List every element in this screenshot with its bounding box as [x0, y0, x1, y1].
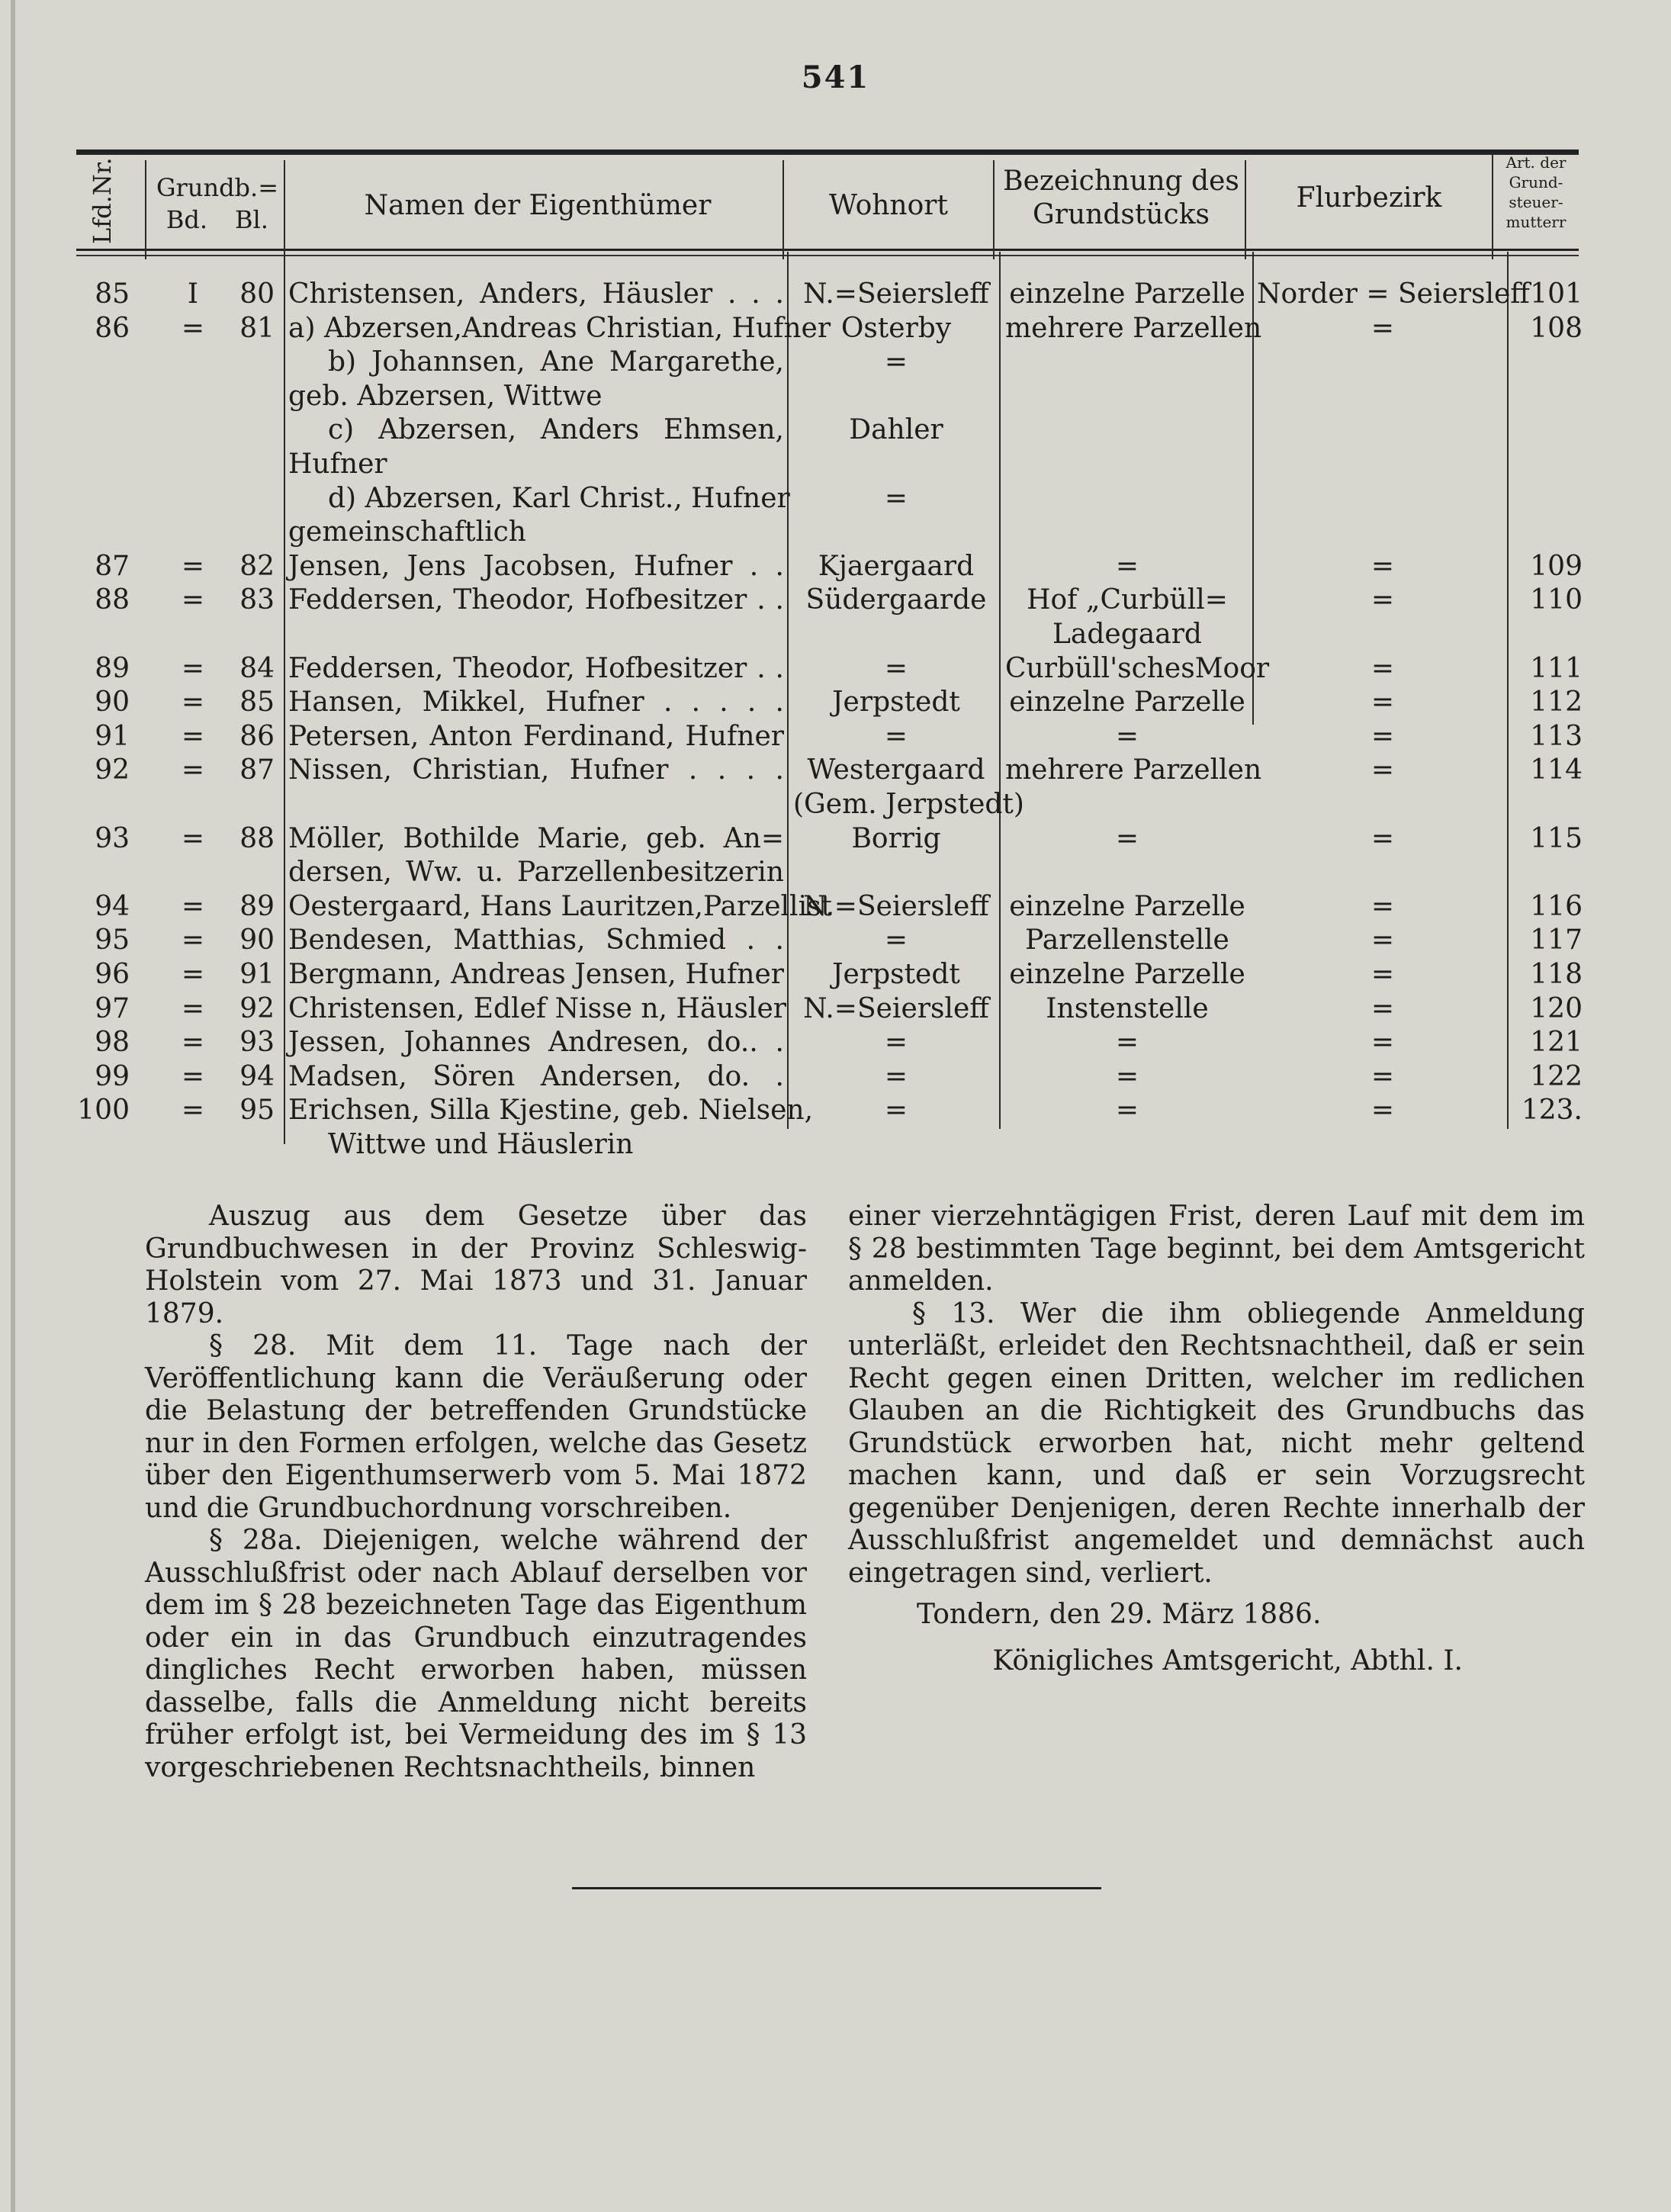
row-band: = — [181, 312, 205, 344]
row-bezeichnung: = — [1115, 720, 1139, 752]
header-bd: Bd. — [165, 205, 208, 234]
row-blatt: 82 — [239, 550, 275, 582]
row-wohnort: N.=Seiersleff — [803, 278, 989, 310]
row-name: Möller, Bothilde Marie, geb. An= — [288, 822, 784, 854]
row-number: 92 — [95, 754, 130, 786]
row-name: c) Abzersen, Anders Ehmsen, — [328, 414, 784, 446]
row-blatt: 85 — [239, 686, 275, 719]
row-bezeichnung: Parzellenstelle — [1025, 924, 1229, 956]
row-band: = — [181, 584, 205, 616]
col-line-1-head — [145, 160, 146, 259]
row-artikel: 110 — [1530, 584, 1583, 616]
row-wohnort: N.=Seiersleff — [803, 992, 989, 1024]
page-edge-shadow — [11, 0, 15, 2212]
row-flurbezirk: = — [1371, 924, 1395, 956]
row-wohnort: = — [884, 1060, 908, 1092]
row-band: = — [181, 1027, 205, 1059]
row-number: 88 — [95, 584, 130, 616]
paragraph-13: § 13. Wer die ihm obliegende Anmeldung unterläßt, erleidet den Rechtsnachtheil, daß er sein Recht gegen einen Dritten, welcher im redlichen Glauben an die Richtigkeit des Grundbuchs das Grundstück erworben hat, nicht mehr geltend machen kann, und daß er sein Vorzugsrecht gegenüber Denjenigen, deren Rechte innerhalb der Ausschlußfrist angemeldet und demnächst auch eingetragen sind, verliert. — [848, 1297, 1585, 1589]
row-wohnort: = — [884, 924, 908, 956]
table-top-rule — [76, 150, 1579, 155]
row-flurbezirk: = — [1371, 1095, 1395, 1127]
row-blatt: 92 — [239, 992, 275, 1024]
row-wohnort: = — [884, 346, 908, 378]
row-artikel: 109 — [1530, 550, 1583, 582]
row-number: 94 — [95, 890, 130, 922]
row-blatt: 81 — [239, 312, 275, 344]
date-line: Tondern, den 29. März 1886. — [917, 1599, 1322, 1630]
row-bezeichnung: = — [1115, 1027, 1139, 1059]
row-wohnort: Dahler — [849, 414, 943, 446]
row-band: = — [181, 890, 205, 922]
row-bezeichnung: Hof „Curbüll= — [1027, 584, 1228, 616]
row-band: = — [181, 924, 205, 956]
header-bezeichnung-1: Bezeichnung des — [1003, 166, 1239, 197]
row-blatt: 93 — [239, 1027, 275, 1059]
row-band: = — [181, 992, 205, 1024]
row-name: dersen, Ww. u. Parzellenbesitzerin — [288, 857, 784, 889]
row-name: Nissen, Christian, Hufner . . . . — [288, 754, 784, 786]
header-bl: Bl. — [235, 205, 268, 234]
row-number: 98 — [95, 1027, 130, 1059]
row-bezeichnung: = — [1115, 822, 1139, 854]
row-band: = — [181, 959, 205, 990]
row-number: 85 — [95, 278, 130, 310]
row-bezeichnung: einzelne Parzelle — [1009, 890, 1245, 922]
table-header-rule-2 — [76, 255, 1579, 256]
row-artikel: 117 — [1530, 924, 1583, 956]
row-wohnort: Südergaarde — [805, 584, 987, 616]
row-flurbezirk: = — [1371, 1027, 1395, 1059]
row-bezeichnung: einzelne Parzelle — [1009, 278, 1245, 310]
row-band: = — [181, 1060, 205, 1092]
row-flurbezirk: = — [1371, 312, 1395, 344]
row-name: geb. Abzersen, Wittwe — [288, 380, 603, 412]
row-wohnort: Jerpstedt — [832, 959, 960, 990]
paragraph-28a: § 28a. Diejenigen, welche während der Ausschlußfrist oder nach Ablauf derselben vor dem im § 28 bezeichneten Tage das Eigenthum oder ein in das Grundbuch einzutragendes dingliches Recht erworben haben, müssen dasselbe, falls die Anmeldung nicht bereits früher erfolgt ist, bei Vermeidung des im § 13 vorgeschriebenen Rechtsnachtheils, binnen — [145, 1525, 807, 1783]
row-flurbezirk: = — [1371, 992, 1395, 1024]
row-number: 93 — [95, 822, 130, 854]
header-nr: Lfd.Nr. — [88, 157, 117, 244]
row-flurbezirk: = — [1371, 720, 1395, 752]
row-artikel: 121 — [1530, 1027, 1583, 1059]
col-line-2-head — [284, 160, 285, 259]
row-name: d) Abzersen, Karl Christ., Hufner — [328, 482, 790, 514]
row-flurbezirk: = — [1371, 1060, 1395, 1092]
row-name: a) Abzersen,Andreas Christian, Hufner — [288, 312, 831, 344]
row-flurbezirk: = — [1371, 754, 1395, 786]
row-number: 86 — [95, 312, 130, 344]
row-band: = — [181, 720, 205, 752]
row-number: 87 — [95, 550, 130, 582]
row-wohnort: = — [884, 652, 908, 684]
row-band: = — [181, 754, 205, 786]
row-band: = — [181, 652, 205, 684]
header-flurbezirk: Flurbezirk — [1296, 182, 1442, 214]
header-bezeichnung-2: Grundstücks — [1033, 199, 1210, 230]
row-flurbezirk: = — [1371, 890, 1395, 922]
row-flurbezirk: Norder = Seiersleff — [1257, 278, 1530, 310]
row-bezeichnung: = — [1115, 550, 1139, 582]
row-flurbezirk: = — [1371, 584, 1395, 616]
row-band: = — [181, 822, 205, 854]
row-name: Bendesen, Matthias, Schmied . . — [288, 924, 784, 956]
row-bezeichnung: Instenstelle — [1046, 992, 1209, 1024]
row-flurbezirk: = — [1371, 652, 1395, 684]
row-wohnort: = — [884, 720, 908, 752]
header-wohnort: Wohnort — [829, 190, 948, 221]
row-flurbezirk: = — [1371, 550, 1395, 582]
row-band: = — [181, 686, 205, 719]
row-artikel: 115 — [1530, 822, 1583, 854]
row-name: Hufner — [288, 449, 387, 480]
row-bezeichnung: = — [1115, 1060, 1139, 1092]
header-art-1: Art. der — [1506, 153, 1567, 172]
row-bezeichnung: einzelne Parzelle — [1009, 686, 1245, 719]
row-wohnort: (Gem. Jerpstedt) — [793, 789, 1024, 820]
row-wohnort: Osterby — [840, 312, 952, 344]
row-number: 99 — [95, 1060, 130, 1092]
paragraph-auszug: Auszug aus dem Gesetze über das Grundbuchwesen in der Provinz Schleswig-Holstein vom 27. Mai 1873 und 31. Januar 1879. — [145, 1201, 807, 1329]
row-blatt: 89 — [239, 890, 275, 922]
row-band: = — [181, 1095, 205, 1127]
row-artikel: 118 — [1530, 959, 1583, 990]
row-artikel: 111 — [1530, 652, 1583, 684]
row-name: Wittwe und Häuslerin — [328, 1129, 634, 1160]
header-art-4: mutterr — [1506, 213, 1567, 231]
paragraph-28a-cont: einer vierzehntägigen Frist, deren Lauf mit dem im § 28 bestimmten Tage beginnt, bei dem Amtsgericht anmelden. — [848, 1201, 1585, 1297]
row-name: Erichsen, Silla Kjestine, geb. Nielsen, — [288, 1095, 814, 1127]
row-wohnort: = — [884, 482, 908, 514]
row-blatt: 86 — [239, 720, 275, 752]
row-blatt: 80 — [239, 278, 275, 310]
col-line-2 — [284, 259, 285, 1144]
row-wohnort: Borrig — [851, 822, 941, 854]
text-column-right — [848, 1201, 1585, 1677]
row-blatt: 95 — [239, 1095, 275, 1127]
row-band: I — [187, 278, 199, 310]
col-line-6-head — [1492, 153, 1493, 259]
row-artikel: 116 — [1530, 890, 1583, 922]
text-column-left — [145, 1201, 807, 1784]
row-number: 90 — [95, 686, 130, 719]
row-name: Jensen, Jens Jacobsen, Hufner . . — [288, 550, 784, 582]
row-artikel: 123. — [1521, 1095, 1583, 1127]
row-wohnort: Westergaard — [807, 754, 985, 786]
row-number: 89 — [95, 652, 130, 684]
row-name: Petersen, Anton Ferdinand, Hufner — [288, 720, 784, 752]
row-bezeichnung: einzelne Parzelle — [1009, 959, 1245, 990]
row-name: Jessen, Johannes Andresen, do.. . — [288, 1027, 784, 1059]
row-artikel: 120 — [1530, 992, 1583, 1024]
row-artikel: 114 — [1530, 754, 1583, 786]
row-wohnort: = — [884, 1027, 908, 1059]
col-line-4 — [999, 252, 1001, 1129]
row-artikel: 108 — [1530, 312, 1583, 344]
row-artikel: 101 — [1530, 278, 1583, 310]
row-blatt: 88 — [239, 822, 275, 854]
table-header-rule — [76, 249, 1579, 251]
row-bezeichnung: Ladegaard — [1052, 619, 1202, 650]
row-band: = — [181, 550, 205, 582]
row-blatt: 94 — [239, 1060, 275, 1092]
row-number: 96 — [95, 959, 130, 990]
row-name: Christensen, Anders, Häusler . . . — [288, 278, 784, 310]
row-wohnort: = — [884, 1095, 908, 1127]
row-wohnort: N.=Seiersleff — [803, 890, 989, 922]
row-bezeichnung: Curbüll'schesMoor — [1005, 652, 1270, 684]
row-artikel: 113 — [1530, 720, 1583, 752]
header-name: Namen der Eigenthümer — [364, 190, 712, 221]
row-blatt: 84 — [239, 652, 275, 684]
signature: Königliches Amtsgericht, Abthl. I. — [992, 1645, 1463, 1677]
row-name: Christensen, Edlef Nisse n, Häusler — [288, 992, 786, 1024]
row-bezeichnung: = — [1115, 1095, 1139, 1127]
row-blatt: 87 — [239, 754, 275, 786]
row-name: gemeinschaftlich — [288, 516, 526, 548]
row-wohnort: Kjaergaard — [818, 550, 975, 582]
row-blatt: 83 — [239, 584, 275, 616]
row-artikel: 112 — [1530, 686, 1583, 719]
col-line-3 — [787, 252, 789, 1129]
row-name: Madsen, Sören Andersen, do. . — [288, 1060, 784, 1092]
row-number: 100 — [77, 1095, 130, 1127]
row-flurbezirk: = — [1371, 959, 1395, 990]
header-grundbuch: Grundb.= — [156, 173, 279, 202]
row-name: Feddersen, Theodor, Hofbesitzer . . — [288, 584, 784, 616]
row-name: b) Johannsen, Ane Margarethe, — [328, 346, 784, 378]
row-blatt: 91 — [239, 959, 275, 990]
row-blatt: 90 — [239, 924, 275, 956]
row-flurbezirk: = — [1371, 822, 1395, 854]
header-art-3: steuer- — [1509, 193, 1563, 211]
row-bezeichnung: mehrere Parzellen — [1005, 754, 1262, 786]
col-line-5-head — [1245, 160, 1246, 259]
row-artikel: 122 — [1530, 1060, 1583, 1092]
col-line-3-head — [782, 160, 784, 259]
row-name: Oestergaard, Hans Lauritzen,Parzellist — [288, 890, 833, 922]
row-number: 91 — [95, 720, 130, 752]
row-name: Hansen, Mikkel, Hufner . . . . . — [288, 686, 784, 719]
row-flurbezirk: = — [1371, 686, 1395, 719]
row-name: Feddersen, Theodor, Hofbesitzer . . — [288, 652, 784, 684]
row-wohnort: Jerpstedt — [832, 686, 960, 719]
row-name: Bergmann, Andreas Jensen, Hufner — [288, 959, 784, 990]
closing-rule — [572, 1887, 1101, 1889]
page-number: 541 — [801, 59, 870, 95]
paragraph-28: § 28. Mit dem 11. Tage nach der Veröffentlichung kann die Veräußerung oder die Belastung der betreffenden Grundstücke nur in den Formen erfolgen, welche das Gesetz über den Eigenthumserwerb vom 5. Mai 1872 und die Grundbuchordnung vorschreiben. — [145, 1330, 807, 1524]
header-art-2: Grund- — [1509, 173, 1563, 191]
row-number: 95 — [95, 924, 130, 956]
row-number: 97 — [95, 992, 130, 1024]
col-line-4-head — [993, 160, 995, 259]
row-bezeichnung: mehrere Parzellen — [1005, 312, 1262, 344]
